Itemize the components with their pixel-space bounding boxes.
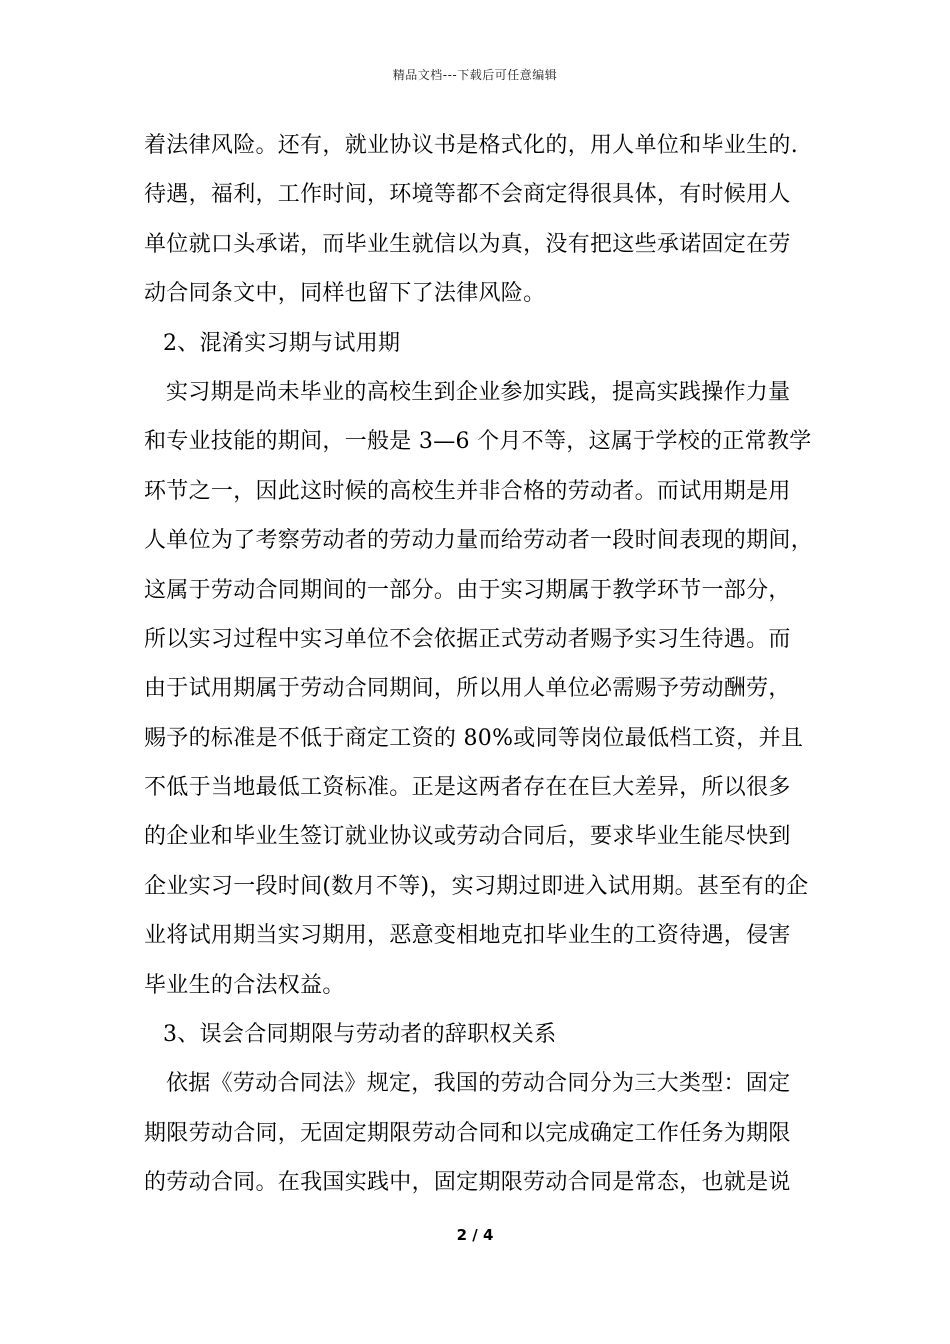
body-line: 着法律风险。还有，就业协议书是格式化的，用人单位和毕业生的. [144, 133, 798, 158]
body-line: 毕业生的合法权益。 [144, 972, 345, 998]
body-line: 的劳动合同。在我国实践中，固定期限劳动合同是常态，也就是说 [144, 1170, 791, 1196]
document-body [144, 126, 814, 1213]
body-line: 企业实习一段时间(数月不等)，实习期过即进入试用期。甚至有的企 [144, 873, 809, 899]
body-line: 这属于劳动合同期间的一部分。由于实习期属于教学环节一部分， [144, 577, 791, 603]
body-line: 人单位为了考察劳动者的劳动力量而给劳动者一段时间表现的期间， [144, 528, 814, 554]
page-header: 精品文档---下载后可任意编辑 [392, 68, 558, 82]
body-line: 的企业和毕业生签订就业协议或劳动合同后，要求毕业生能尽快到 [144, 824, 791, 850]
body-line: 所以实习过程中实习单位不会依据正式劳动者赐予实习生待遇。而 [144, 626, 791, 652]
body-line: 依据《劳动合同法》规定，我国的劳动合同分为三大类型：固定 [166, 1071, 791, 1097]
body-line: 赐予的标准是不低于商定工资的 80%或同等岗位最低档工资，并且 [144, 725, 804, 751]
body-line: 单位就口头承诺，而毕业生就信以为真，没有把这些承诺固定在劳 [144, 231, 791, 257]
body-line: 和专业技能的期间，一般是 3—6 个月不等，这属于学校的正常教学 [144, 429, 812, 455]
body-line: 环节之一，因此这时候的高校生并非合格的劳动者。而试用期是用 [144, 478, 791, 504]
section-heading: 2、混淆实习期与试用期 [163, 330, 401, 356]
body-line: 实习期是尚未毕业的高校生到企业参加实践，提高实践操作力量 [166, 379, 791, 405]
body-line: 由于试用期属于劳动合同期间，所以用人单位必需赐予劳动酬劳， [144, 676, 791, 702]
page-number: 2 / 4 [456, 1226, 494, 1244]
body-line: 不低于当地最低工资标准。正是这两者存在在巨大差异，所以很多 [144, 775, 791, 801]
body-line: 动合同条文中，同样也留下了法律风险。 [144, 281, 546, 307]
body-line: 业将试用期当实习期用，恶意变相地克扣毕业生的工资待遇，侵害 [144, 923, 791, 949]
body-line: 期限劳动合同，无固定期限劳动合同和以完成确定工作任务为期限 [144, 1120, 791, 1146]
section-heading: 3、误会合同期限与劳动者的辞职权关系 [163, 1022, 557, 1048]
body-line: 待遇，福利，工作时间，环境等都不会商定得很具体，有时候用人 [144, 182, 791, 208]
